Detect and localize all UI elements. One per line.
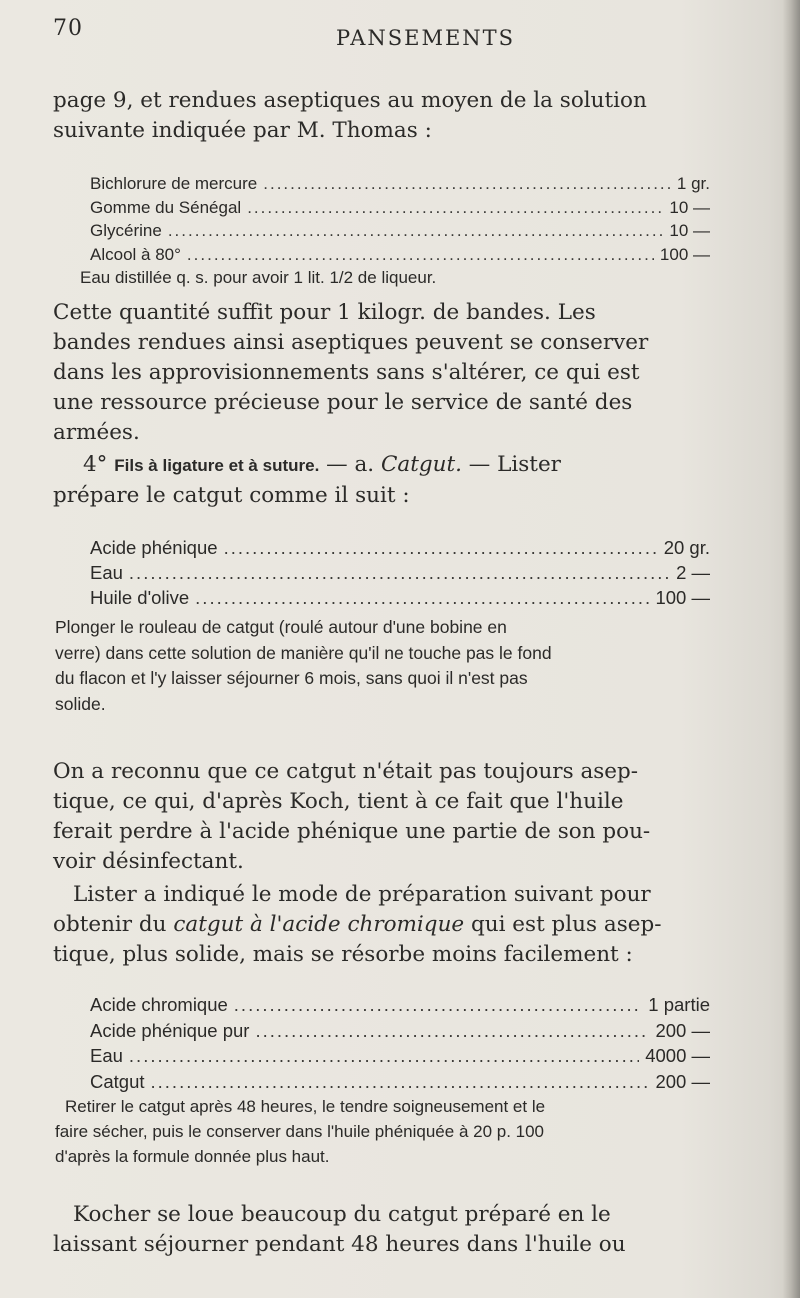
ingredient-qty: 10 — [669, 197, 710, 217]
text-line: du flacon et l'y laisser séjourner 6 mois, sans quoi il n'est pas [55, 668, 528, 688]
text-line: Cette quantité suffit pour 1 kilogr. de bandes. Les [53, 300, 596, 325]
ingredient-name: Huile d'olive [90, 587, 190, 608]
text-line: Lister a indiqué le mode de préparation suivant pour [73, 882, 651, 907]
recipe-row [90, 196, 710, 220]
recipe-row [90, 1043, 710, 1069]
dot-leader [234, 992, 642, 1018]
text-line: Kocher se loue beaucoup du catgut préparé en le [73, 1202, 611, 1227]
dot-leader [168, 219, 664, 243]
text-line: ferait perdre à l'acide phénique une partie de son pou- [53, 819, 651, 844]
text-line [53, 450, 743, 481]
ingredient-qty: 2 — [676, 562, 710, 583]
page-edge [782, 0, 800, 1298]
section-number: 4° [83, 452, 108, 477]
text-line: suivante indiquée par M. Thomas : [53, 118, 432, 143]
ingredient-qty: 100 — [655, 587, 710, 608]
recipe-chromique [90, 992, 710, 1094]
koch-paragraph [53, 757, 743, 877]
text-line: On a reconnu que ce catgut n'était pas toujours asep- [53, 759, 639, 784]
text-line: prépare le catgut comme il suit : [53, 483, 410, 508]
text-line: page 9, et rendues aseptiques au moyen de la solution [53, 88, 647, 113]
text-span: qui est plus asep- [464, 912, 662, 937]
dot-leader [247, 196, 663, 220]
ingredient-qty: 200 — [655, 1019, 710, 1041]
dot-leader [129, 1043, 639, 1069]
ingredient-qty: 200 — [655, 1070, 710, 1092]
section-4-heading [53, 450, 743, 511]
quantity-paragraph [53, 298, 743, 448]
running-head: PANSEMENTS [336, 26, 516, 50]
text-line: Retirer le catgut après 48 heures, le tendre soigneusement et le [65, 1097, 546, 1116]
text-line: une ressource précieuse pour le service de santé des [53, 390, 633, 415]
ingredient-qty: 1 gr. [676, 174, 710, 193]
ingredient-name: Alcool à 80° [90, 244, 181, 264]
text-line: voir désinfectant. [53, 849, 244, 874]
ingredient-qty: 1 partie [648, 994, 710, 1015]
dot-leader [129, 560, 670, 585]
recipe-row [90, 585, 710, 610]
text-line: bandes rendues ainsi aseptiques peuvent se conserver [53, 330, 649, 355]
ingredient-qty: 10 — [669, 221, 710, 240]
ingredient-qty: 20 gr. [663, 537, 710, 558]
page-number: 70 [53, 16, 83, 41]
recipe-row [90, 1018, 710, 1044]
text-line: laissant séjourner pendant 48 heures dans l'huile ou [53, 1232, 626, 1257]
text-line [53, 910, 743, 940]
recipe-row [90, 243, 710, 267]
ingredient-name: Catgut [90, 1070, 145, 1092]
recipe-thomas [80, 172, 710, 290]
ingredient-name: Acide chromique [90, 994, 228, 1015]
dot-leader [224, 535, 658, 560]
text-line: faire sécher, puis le conserver dans l'huile phéniquée à 20 p. 100 [55, 1122, 545, 1141]
dot-leader [263, 172, 671, 196]
text-span: obtenir du [53, 912, 174, 937]
ingredient-qty: 4000 — [645, 1045, 710, 1066]
section-subtitle: Catgut. [380, 452, 462, 477]
dot-leader [187, 243, 654, 267]
text-line: dans les approvisionnements sans s'altérer, ce qui est [53, 360, 640, 385]
ingredient-name: Eau [90, 562, 123, 583]
section-rest: — Lister [461, 452, 561, 477]
ingredient-name: Acide phénique [90, 537, 218, 558]
section-title: Fils à ligature et à suture. [114, 456, 320, 475]
recipe-row [90, 219, 710, 243]
ingredient-name: Glycérine [90, 221, 162, 240]
recipe-lister [90, 535, 710, 610]
recipe-row [90, 992, 710, 1018]
text-line: verre) dans cette solution de manière qu'il ne touche pas le fond [55, 642, 552, 663]
chromique-paragraph [53, 880, 743, 970]
ingredient-qty: 100 — [659, 244, 710, 264]
recipe-note: Eau distillée q. s. pour avoir 1 lit. 1/2 de liqueur. [80, 268, 437, 287]
intro-paragraph [53, 86, 743, 146]
dot-leader [151, 1069, 650, 1095]
text-line: solide. [55, 693, 106, 714]
recipe-row [90, 560, 710, 585]
ingredient-name: Eau [90, 1045, 123, 1066]
plonger-paragraph [55, 615, 745, 717]
kocher-paragraph [53, 1200, 743, 1260]
ingredient-name: Bichlorure de mercure [90, 174, 258, 193]
recipe-row [90, 535, 710, 560]
section-dash: — a. [319, 452, 381, 477]
recipe-row [90, 1069, 710, 1095]
dot-leader [255, 1018, 649, 1044]
ingredient-name: Gomme du Sénégal [90, 197, 242, 217]
page-header [53, 16, 740, 56]
dot-leader [195, 585, 649, 610]
recipe-row [90, 172, 710, 196]
emphasis-span: catgut à l'acide chromique [173, 912, 465, 937]
ingredient-name: Acide phénique pur [90, 1019, 250, 1041]
text-line: armées. [53, 420, 140, 445]
text-line: tique, ce qui, d'après Koch, tient à ce fait que l'huile [53, 789, 624, 814]
text-line: Plonger le rouleau de catgut (roulé autour d'une bobine en [55, 617, 507, 637]
retirer-paragraph [55, 1094, 745, 1169]
text-line: d'après la formule donnée plus haut. [55, 1147, 330, 1166]
text-line: tique, plus solide, mais se résorbe moins facilement : [53, 942, 633, 967]
